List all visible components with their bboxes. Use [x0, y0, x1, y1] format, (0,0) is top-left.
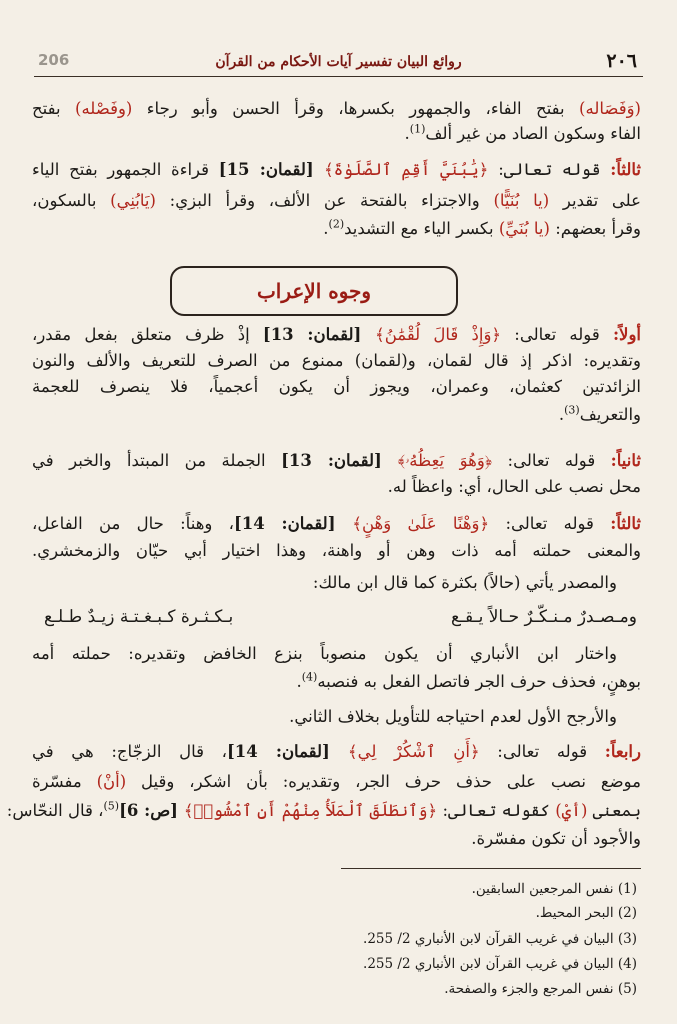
text-line: على تقدير (يا بُنَيًّا) والاجتزاء بالفتحة عن الألف، وقرأ البزي: (يَابُنِي) بالسكون،	[32, 191, 641, 210]
footnote-ref[interactable]: (4)	[301, 670, 318, 684]
text-line: الزائدتين كعثمان، وعمران، ويجوز أن يكون أعجمياً، فلا ينصرف للعجمة	[32, 377, 641, 396]
verse-reference: [لقمان: 15]	[218, 160, 324, 179]
text-line: والتعريف$^{(3)}$.	[558, 403, 641, 424]
footnote: (3) البيان في غريب القرآن لابن الأنباري 2/ 255.	[363, 931, 637, 947]
running-title: روائع البيان تفسير آيات الأحكام من القرآن	[215, 54, 462, 70]
footnote: (2) البحر المحيط.	[535, 905, 637, 921]
running-header	[34, 46, 643, 77]
text-line: الفاء وسكون الصاد من غير ألف$^{(1)}$.	[404, 122, 641, 143]
footnote-ref[interactable]: (1)	[409, 122, 426, 136]
verse-hemistich-first: ومـصـدرٌ مـنـكّـرٌ حـالاً يـقـع	[450, 607, 637, 627]
quran-verse: ﴿وَهْنًا عَلَىٰ وَهْنٍ﴾	[352, 514, 490, 533]
footnote: (4) البيان في غريب القرآن لابن الأنباري 2/ 255.	[363, 956, 637, 972]
text-line: بمعنى (أيْ) كقوله تعالى: ﴿وَٱنطَلَقَ ٱلْمَلَأُ مِنْهُمْ أَنِ ٱمْشُوا۟﴾ [ص: 6]$^{(5)}$، قال النحّاس:	[6, 799, 641, 820]
footnote-ref[interactable]: (5)	[103, 799, 120, 813]
quran-verse: ﴿وَٱنطَلَقَ ٱلْمَلَأُ مِنْهُمْ أَنِ ٱمْشُوا۟﴾	[183, 801, 438, 820]
text-line: ثالثاً: قوله تعالى: ﴿وَهْنًا عَلَىٰ وَهْنٍ﴾ [لقمان: 14]، وهناً: حال من الفاعل،	[32, 514, 641, 533]
footnote-ref[interactable]: (3)	[564, 403, 580, 417]
page-number-arabic: ٢٠٦	[606, 50, 637, 72]
section-title-box	[170, 266, 458, 316]
verse-reference: [لقمان: 14]	[226, 742, 348, 761]
footnote: (1) نفس المرجعين السابقين.	[471, 881, 637, 897]
item-label: ثالثاً:	[610, 514, 641, 533]
text-line: وقرأ بعضهم: (يا بُنَيِّ) بكسر الياء مع التشديد$^{(2)}$.	[323, 217, 641, 238]
section-title: وجوه الإعراب	[256, 279, 372, 303]
text-line: ثانياً: قوله تعالى: ﴿وَهُوَ يَعِظُهُۥ﴾ [لقمان: 13] الجملة من المبتدأ والخبر في	[32, 451, 641, 470]
footnote-divider	[341, 868, 641, 869]
text-line: أولاً: قوله تعالى: ﴿وَإِذْ قَالَ لُقْمَٰنُ﴾ [لقمان: 13] إذْ ظرف متعلق بفعل مقدر،	[32, 325, 641, 344]
text-line: واختار ابن الأنباري أن يكون منصوباً بنزع الخافض وتقديره: حملته أمه	[32, 644, 617, 663]
item-label: رابعاً:	[604, 742, 641, 761]
page-number-latin: 206	[38, 51, 70, 69]
verse-reference: [لقمان: 13]	[262, 325, 376, 344]
quran-verse: ﴿يَٰبُنَيَّ أَقِمِ ٱلصَّلَوٰةَ﴾	[323, 160, 489, 179]
text-line: والأجود أن تكون مفسّرة.	[471, 829, 641, 848]
text-line: والمعنى حملته أمه ذات وهن أو واهنة، وهذا اختيار أبي حيّان والزمخشري.	[32, 541, 641, 560]
verse-reference: [ص: 6]	[119, 801, 184, 820]
verse-reference: [لقمان: 13]	[281, 451, 398, 470]
text-line: وتقديره: اذكر إذ قال لقمان، و(لقمان) ممنوع من الصرف للتعريف والألف والنون	[32, 351, 641, 370]
text-line: والأرجح الأول لعدم احتياجه للتأويل بخلاف الثاني.	[289, 707, 617, 726]
text-line: (وَفَصَاله) بفتح الفاء، والجمهور بكسرها، وقرأ الحسن وأبو رجاء (وفَصْله) بفتح	[32, 99, 641, 118]
text-line: ثالثاً: قوله تعالى: ﴿يَٰبُنَيَّ أَقِمِ ٱلصَّلَوٰةَ﴾ [لقمان: 15] قراءة الجمهور بفتح الياء	[32, 160, 641, 179]
text-line: والمصدر يأتي (حالاً) بكثرة كما قال ابن مالك:	[312, 573, 617, 592]
quran-verse: ﴿وَهُوَ يَعِظُهُۥ﴾	[397, 451, 493, 470]
verse-reference: [لقمان: 14]	[233, 514, 353, 533]
verse-hemistich-second: بـكـثـرة كـبـغـتـة زيـدٌ طـلـع	[44, 607, 234, 627]
item-label: ثانياً:	[610, 451, 641, 470]
text-line: موضع نصب على حذف حرف الجر، وتقديره: بأن اشكر، وقيل (أنْ) مفسّرة	[32, 772, 641, 791]
quran-verse: ﴿أَنِ ٱشْكُرْ لِي﴾	[347, 742, 480, 761]
item-label: أولاً:	[612, 325, 641, 344]
text-line: محل نصب على الحال، أي: واعظاً له.	[387, 477, 641, 496]
quran-verse: ﴿وَإِذْ قَالَ لُقْمَٰنُ﴾	[375, 325, 502, 344]
text-line: رابعاً: قوله تعالى: ﴿أَنِ ٱشْكُرْ لِي﴾ [لقمان: 14]، قال الزجّاج: هي في	[32, 742, 641, 761]
footnote: (5) نفس المرجع والجزء والصفحة.	[444, 981, 637, 997]
footnote-ref[interactable]: (2)	[328, 217, 345, 231]
item-label: ثالثاً:	[610, 160, 641, 179]
text-line: بوهنٍ، فحذف حرف الجر فاتصل الفعل به فنصبه$^{(4)}$.	[296, 670, 641, 691]
